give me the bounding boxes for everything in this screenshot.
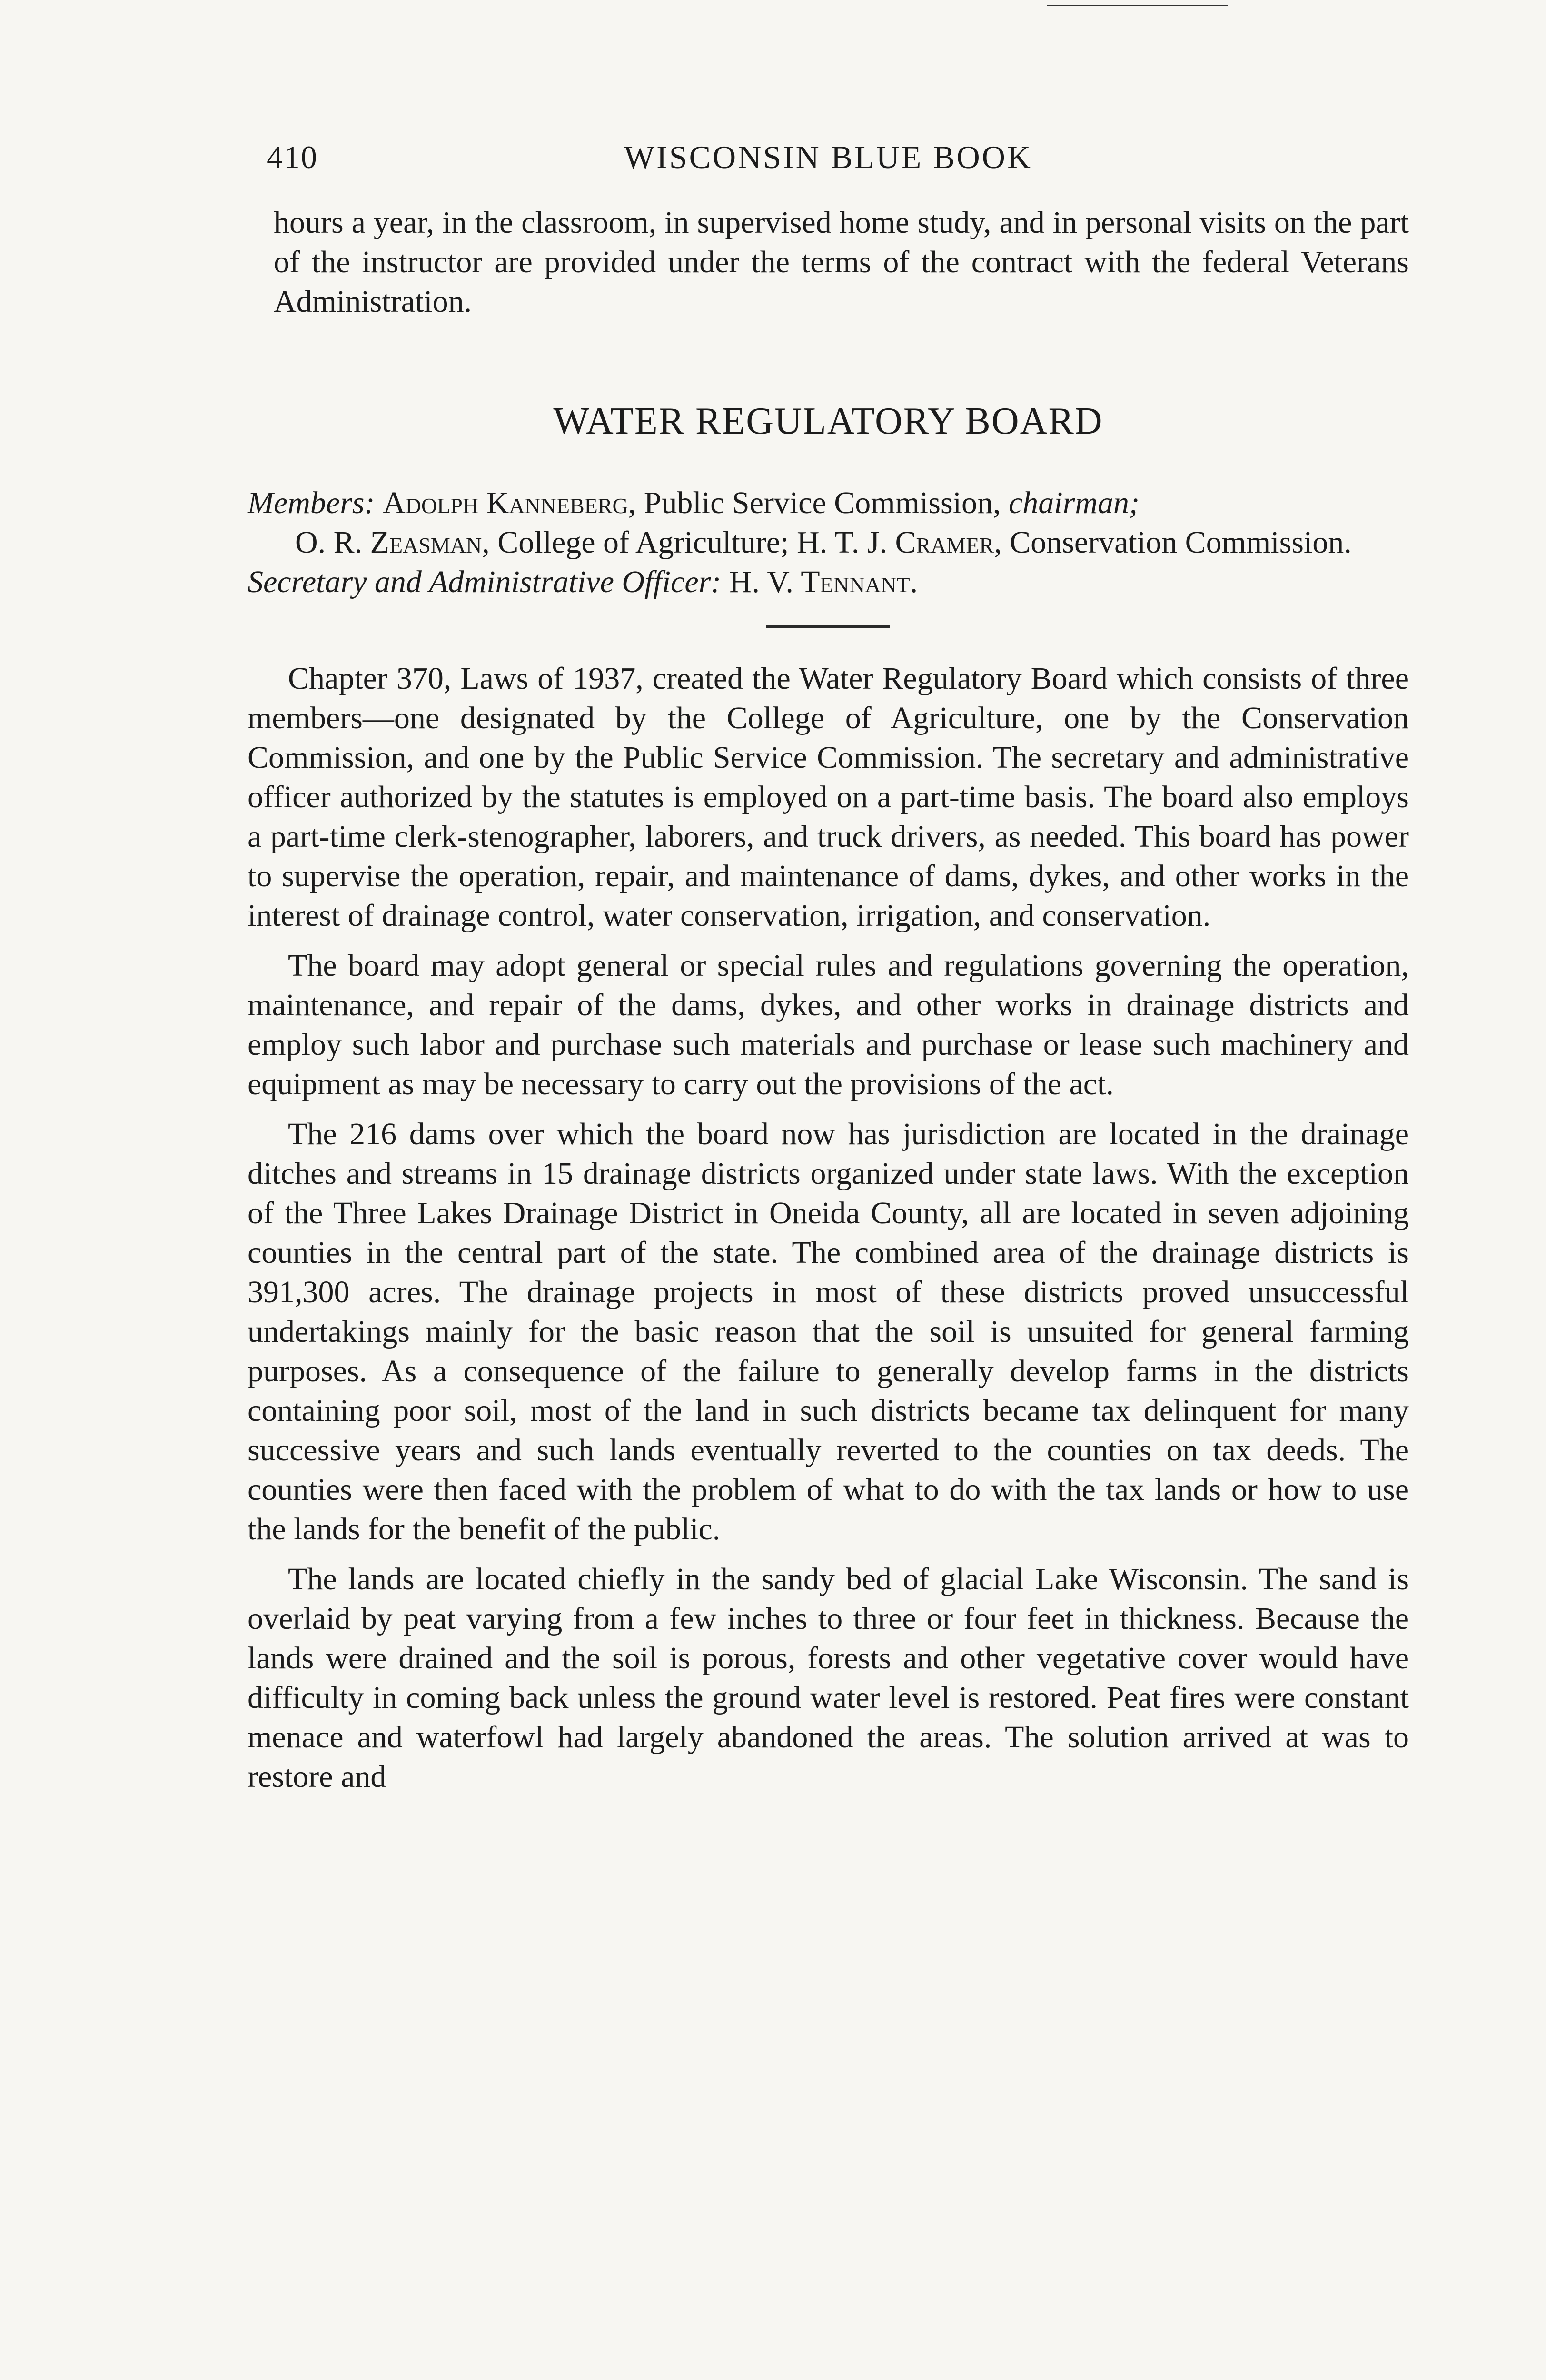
section-title: WATER REGULATORY BOARD	[553, 400, 1103, 442]
members-continued	[248, 523, 1409, 562]
document-page	[248, 129, 1409, 1807]
member-name-kanneberg: Adolph Kanneberg	[383, 486, 628, 520]
secretary-label: Secretary and Administrative Officer:	[248, 565, 722, 599]
book-title: WISCONSIN BLUE BOOK	[624, 139, 1032, 175]
page-number: 410	[267, 139, 318, 175]
paragraph-board-rules: The board may adopt general or special rules and regulations governing the operation, maintenance, and repair of the dams, dykes, and other works in drainage districts and employ such labor and purchase such materials and purchase or lease such machinery and equipment as may be necessary to carry out the provisions of the act.	[248, 948, 1409, 1101]
section-divider	[766, 625, 890, 628]
member-role-kanneberg: , Public Service Commission,	[628, 486, 1009, 520]
scan-mark-top	[1047, 5, 1228, 6]
member-chair-label: chairman;	[1009, 486, 1140, 520]
paragraph-chapter-370: Chapter 370, Laws of 1937, created the Water Regulatory Board which consists of three members—one designated by the College of Agriculture, one by the Conservation Commission, and one by the Public Service Commission. The secretary and administrative officer authorized by the statutes is employed on a part-time basis. The board also employs a part-time clerk-stenographer, laborers, and truck drivers, as needed. This board has power to supervise the operation, repair, and maintenance of dams, dykes, and other works in the interest of drainage control, water conservation, irrigation, and conservation.	[248, 661, 1409, 933]
intro-continuation: hours a year, in the classroom, in supervised home study, and in personal visits on the part of the instructor are provided under the terms of the contract with the federal Veterans Administration.	[274, 205, 1409, 319]
members-label: Members:	[248, 486, 375, 520]
running-head	[248, 129, 1409, 186]
member-role-zeasman: , College of Agriculture;	[482, 525, 797, 560]
paragraph-dams-jurisdiction: The 216 dams over which the board now has jurisdiction are located in the drainage ditches and streams in 15 drainage districts organized under state laws. With the exception of the Three Lakes Drainage District in Oneida County, all are located in seven adjoining counties in the central part of the state. The combined area of the drainage districts is 391,300 acres. The drainage projects in most of these districts proved unsuccessful undertakings mainly for the basic reason that the soil is unsuited for general farming purposes. As a consequence of the failure to generally develop farms in the districts containing poor soil, most of the land in such districts became tax delinquent for many successive years and such lands eventually reverted to the counties on tax deeds. The counties were then faced with the problem of what to do with the tax lands or how to use the lands for the benefit of the public.	[248, 1117, 1409, 1547]
paragraph-lands-location: The lands are located chiefly in the sandy bed of glacial Lake Wisconsin. The sand is overlaid by peat varying from a few inches to three or four feet in thickness. Because the lands were drained and the soil is porous, forests and other vegetative cover would have difficulty in coming back unless the ground water level is restored. Peat fires were constant menace and waterfowl had largely abandoned the areas. The solution arrived at was to restore and	[248, 1562, 1409, 1794]
member-role-cramer: , Conservation Commission.	[994, 525, 1352, 560]
member-name-cramer: H. T. J. Cramer	[796, 525, 994, 560]
members-block	[248, 483, 1409, 602]
secretary-line	[248, 562, 1409, 602]
member-name-zeasman: O. R. Zeasman	[295, 525, 482, 560]
secretary-name: H. V. Tennant.	[729, 565, 918, 599]
members-line	[248, 483, 1409, 523]
